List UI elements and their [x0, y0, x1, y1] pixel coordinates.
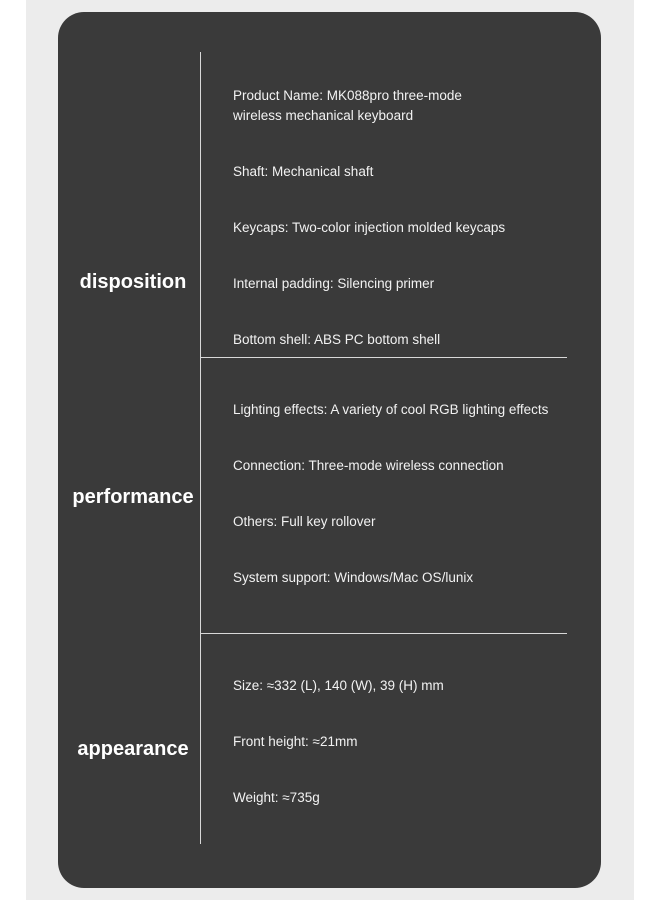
- divider-performance-appearance: [200, 633, 567, 634]
- spec-product-name: Product Name: MK088pro three-mode: [233, 88, 462, 103]
- section-title-disposition: disposition: [79, 271, 187, 293]
- section-title-appearance: appearance: [77, 738, 189, 760]
- vertical-divider: [200, 52, 201, 844]
- spec-bottom-shell: Bottom shell: ABS PC bottom shell: [233, 332, 441, 347]
- spec-shaft: Shaft: Mechanical shaft: [233, 164, 374, 179]
- spec-keycaps: Keycaps: Two-color injection molded keycaps: [233, 220, 506, 235]
- spec-product-name-cont: wireless mechanical keyboard: [233, 108, 414, 123]
- spec-front-height: Front height: ≈21mm: [233, 734, 358, 749]
- spec-lighting-effects: Lighting effects: A variety of cool RGB lighting effects: [233, 402, 549, 417]
- spec-system-support: System support: Windows/Mac OS/lunix: [233, 570, 474, 585]
- section-title-performance: performance: [72, 486, 194, 508]
- spec-size: Size: ≈332 (L), 140 (W), 39 (H) mm: [233, 678, 444, 693]
- spec-connection: Connection: Three-mode wireless connection: [233, 458, 504, 473]
- spec-internal-padding: Internal padding: Silencing primer: [233, 276, 435, 291]
- spec-others: Others: Full key rollover: [233, 514, 376, 529]
- spec-weight: Weight: ≈735g: [233, 790, 320, 805]
- divider-disposition-performance: [200, 357, 567, 358]
